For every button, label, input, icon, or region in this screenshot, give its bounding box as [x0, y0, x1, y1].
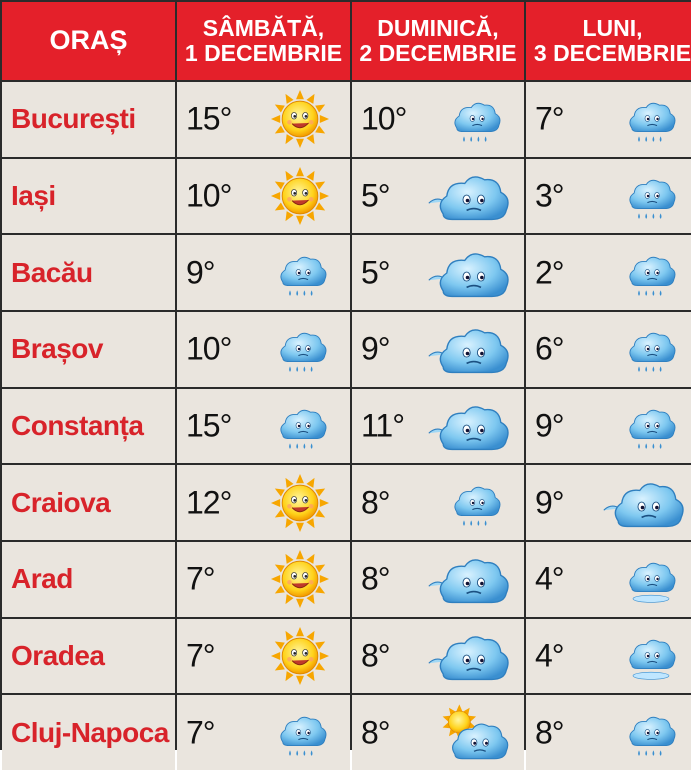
rain-cloud-icon: [446, 473, 506, 533]
cloud-icon: [426, 237, 518, 309]
forecast-cell: [352, 82, 524, 157]
forecast-cell: [526, 619, 691, 694]
temperature: 9°: [535, 407, 564, 444]
temperature: 5°: [361, 254, 390, 291]
forecast-cell: [352, 695, 524, 770]
temperature: 10°: [361, 100, 407, 137]
temperature: 4°: [535, 560, 564, 597]
city-cell: [2, 465, 175, 540]
header-city: ORAȘ: [2, 2, 175, 80]
temperature: 2°: [535, 254, 564, 291]
forecast-cell: [526, 389, 691, 464]
cloud-icon: [601, 467, 691, 539]
city-cell: [2, 619, 175, 694]
temperature: 10°: [186, 177, 232, 214]
sun-icon: [260, 470, 340, 536]
temperature: 7°: [186, 714, 215, 751]
forecast-cell: [177, 619, 350, 694]
sun-icon: [260, 546, 340, 612]
temperature: 7°: [186, 560, 215, 597]
forecast-cell: [177, 389, 350, 464]
city-cell: [2, 235, 175, 310]
city-name: Craiova: [11, 486, 111, 518]
rain-cloud-icon: [621, 243, 681, 303]
sun-icon: [260, 163, 340, 229]
rain-cloud-icon: [621, 319, 681, 379]
forecast-cell: [526, 695, 691, 770]
forecast-cell: [526, 235, 691, 310]
city-name: Arad: [11, 563, 73, 595]
forecast-cell: [352, 389, 524, 464]
forecast-cell: [526, 465, 691, 540]
rain-cloud-icon: [621, 396, 681, 456]
forecast-cell: [177, 159, 350, 234]
forecast-cell: [526, 82, 691, 157]
city-name: Constanța: [11, 409, 144, 441]
temperature: 9°: [361, 330, 390, 367]
header-day-saturday: SÂMBĂTĂ, 1 DECEMBRIE: [177, 2, 350, 80]
snow-cloud-icon: [621, 549, 681, 609]
snow-cloud-icon: [621, 626, 681, 686]
sun-cloud-icon: [434, 700, 514, 766]
rain-cloud-icon: [446, 89, 506, 149]
forecast-cell: [526, 542, 691, 617]
city-cell: [2, 159, 175, 234]
rain-cloud-icon: [272, 243, 332, 303]
rain-cloud-icon: [272, 319, 332, 379]
rain-cloud-icon: [621, 703, 681, 763]
temperature: 8°: [361, 484, 390, 521]
temperature: 9°: [186, 254, 215, 291]
forecast-cell: [352, 465, 524, 540]
forecast-cell: [177, 542, 350, 617]
rain-cloud-icon: [621, 89, 681, 149]
rain-cloud-icon: [272, 703, 332, 763]
city-cell: [2, 542, 175, 617]
temperature: 5°: [361, 177, 390, 214]
temperature: 9°: [535, 484, 564, 521]
forecast-cell: [352, 312, 524, 387]
temperature: 8°: [361, 714, 390, 751]
forecast-cell: [352, 159, 524, 234]
city-name: Oradea: [11, 639, 105, 671]
city-cell: [2, 82, 175, 157]
temperature: 8°: [361, 637, 390, 674]
forecast-cell: [352, 235, 524, 310]
forecast-cell: [177, 695, 350, 770]
temperature: 10°: [186, 330, 232, 367]
city-cell: [2, 312, 175, 387]
sun-icon: [260, 86, 340, 152]
forecast-cell: [177, 465, 350, 540]
temperature: 4°: [535, 637, 564, 674]
cloud-icon: [426, 620, 518, 692]
temperature: 8°: [361, 560, 390, 597]
sun-icon: [260, 623, 340, 689]
temperature: 12°: [186, 484, 232, 521]
forecast-cell: [526, 312, 691, 387]
rain-cloud-icon: [621, 166, 681, 226]
temperature: 7°: [535, 100, 564, 137]
forecast-cell: [177, 235, 350, 310]
city-name: Bacău: [11, 256, 93, 288]
city-cell: [2, 389, 175, 464]
temperature: 15°: [186, 100, 232, 137]
city-name: Brașov: [11, 333, 103, 365]
temperature: 15°: [186, 407, 232, 444]
cloud-icon: [426, 313, 518, 385]
temperature: 3°: [535, 177, 564, 214]
cloud-icon: [426, 390, 518, 462]
header-day-monday: LUNI, 3 DECEMBRIE: [526, 2, 691, 80]
city-name: Iași: [11, 179, 56, 211]
city-cell: [2, 695, 175, 770]
forecast-cell: [177, 82, 350, 157]
forecast-cell: [352, 619, 524, 694]
city-name: București: [11, 103, 136, 135]
forecast-cell: [352, 542, 524, 617]
rain-cloud-icon: [272, 396, 332, 456]
cloud-icon: [426, 160, 518, 232]
header-day-sunday: DUMINICĂ, 2 DECEMBRIE: [352, 2, 524, 80]
forecast-cell: [177, 312, 350, 387]
temperature: 7°: [186, 637, 215, 674]
temperature: 6°: [535, 330, 564, 367]
cloud-icon: [426, 543, 518, 615]
city-name: Cluj-Napoca: [11, 716, 169, 748]
temperature: 8°: [535, 714, 564, 751]
temperature: 11°: [361, 407, 405, 444]
forecast-cell: [526, 159, 691, 234]
